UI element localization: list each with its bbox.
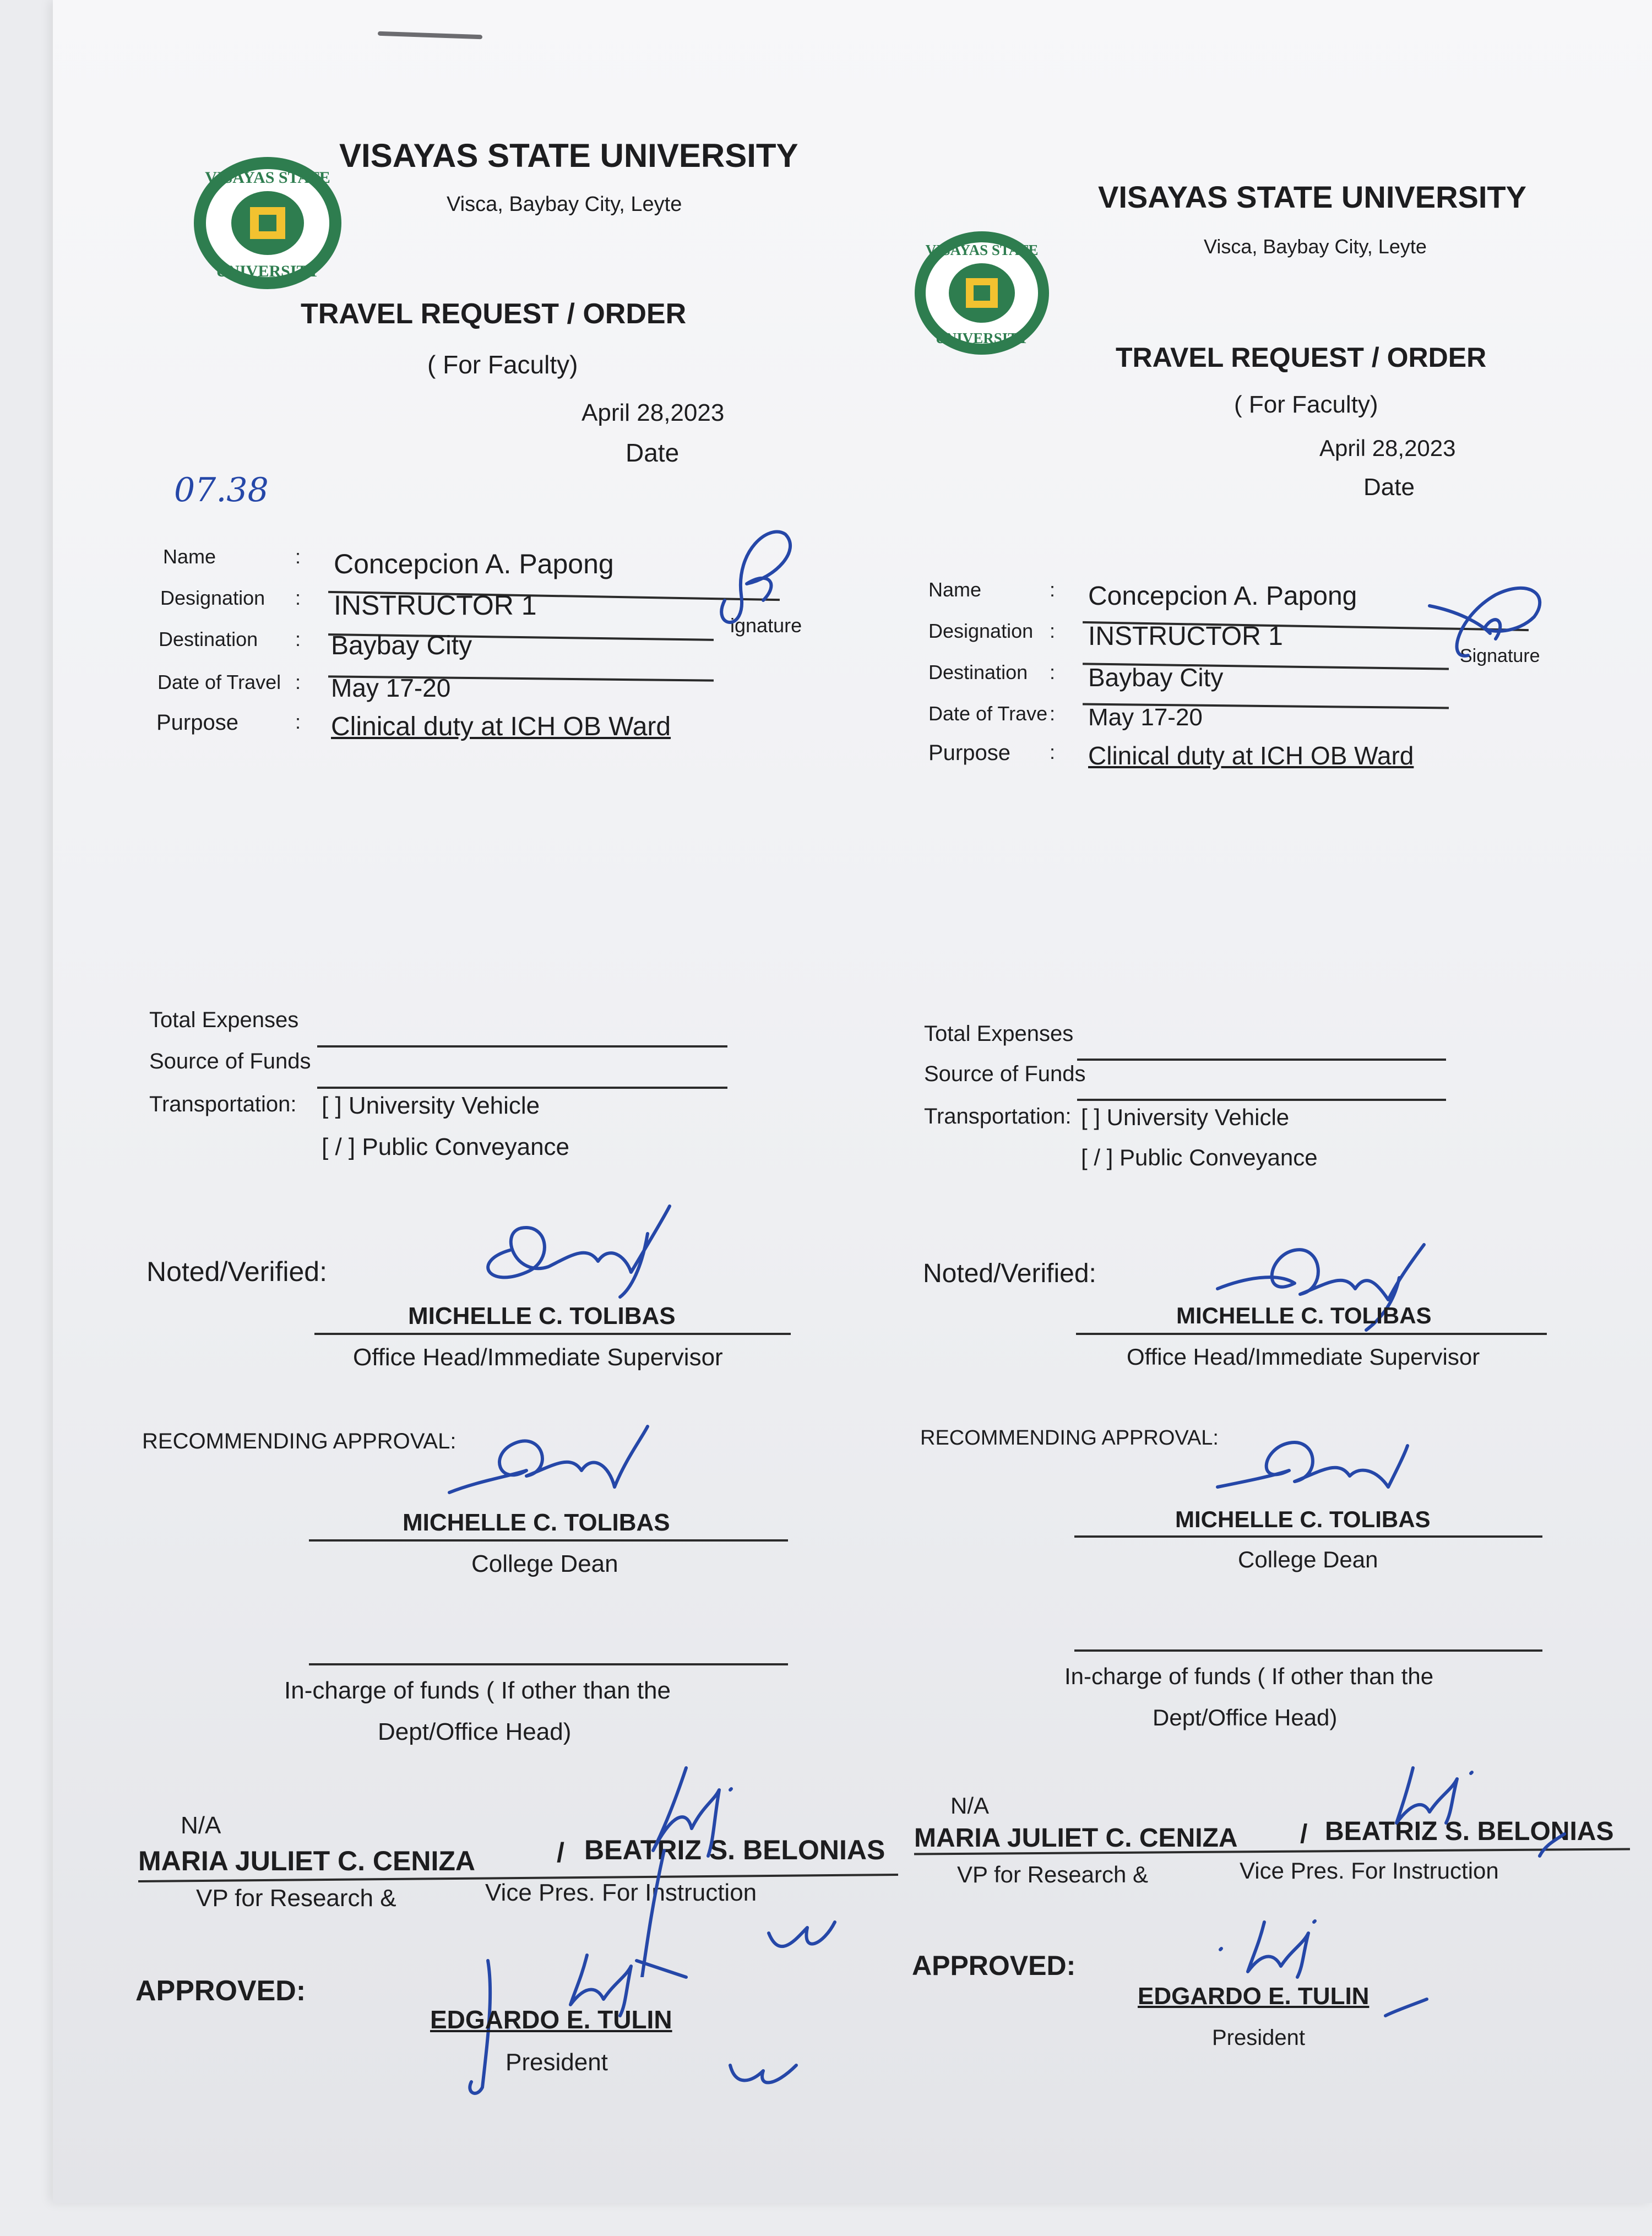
destination-value: Baybay City <box>1088 663 1224 692</box>
recommending-line <box>309 1539 788 1542</box>
document-sheet <box>53 0 1652 2203</box>
date-of-travel-label: Date of Trave <box>928 702 1048 725</box>
colon: : <box>1050 661 1056 683</box>
university-seal <box>912 229 1052 358</box>
purpose-label: Purpose <box>928 741 1010 765</box>
designation-label: Designation <box>928 620 1034 642</box>
vp1-name: MARIA JULIET C. CENIZA <box>138 1846 476 1876</box>
date-of-travel-value: May 17-20 <box>1088 704 1203 731</box>
vp-slash: / <box>557 1837 564 1868</box>
noted-verified-label: Noted/Verified: <box>923 1259 1096 1288</box>
purpose-value: Clinical duty at ICH OB Ward <box>331 712 671 741</box>
name-label: Name <box>163 545 216 568</box>
public-conveyance-option: [ / ] Public Conveyance <box>322 1133 570 1160</box>
date-of-travel-value: May 17-20 <box>331 674 451 702</box>
total-expenses-label: Total Expenses <box>149 1008 299 1032</box>
vp1-role: VP for Research & <box>957 1861 1149 1887</box>
vp1-name: MARIA JULIET C. CENIZA <box>914 1823 1238 1853</box>
destination-label: Destination <box>928 661 1028 683</box>
vp2-name: BEATRIZ S. BELONIAS <box>584 1835 885 1865</box>
approved-name: EDGARDO E. TULIN <box>430 2005 672 2034</box>
noted-line <box>1076 1333 1547 1335</box>
form-title: TRAVEL REQUEST / ORDER <box>1116 342 1487 373</box>
recommending-approval-label: RECOMMENDING APPROVAL: <box>142 1429 457 1453</box>
funds-line-2: Dept/Office Head) <box>378 1718 572 1745</box>
date-of-travel-label: Date of Travel <box>157 671 281 693</box>
vp2-role: Vice Pres. For Instruction <box>485 1879 757 1906</box>
approved-role: President <box>506 2049 608 2076</box>
funds-line-1: In-charge of funds ( If other than the <box>284 1677 671 1704</box>
source-of-funds-label: Source of Funds <box>149 1049 311 1073</box>
seal-bottom-text: UNIVERSITY <box>935 330 1029 346</box>
public-conveyance-option: [ / ] Public Conveyance <box>1081 1144 1318 1170</box>
requester-signature <box>708 518 802 639</box>
recommending-signature <box>444 1421 653 1509</box>
destination-value: Baybay City <box>331 631 472 660</box>
name-label: Name <box>928 578 982 601</box>
name-value: Concepcion A. Papong <box>334 549 614 579</box>
vp2-signature <box>1380 1751 1567 1867</box>
handwritten-note: 07.38 <box>174 471 269 509</box>
date-label: Date <box>1363 474 1415 501</box>
university-vehicle-option: [ ] University Vehicle <box>322 1092 540 1119</box>
vp2-name: BEATRIZ S. BELONIAS <box>1325 1817 1614 1846</box>
travel-form-right <box>912 33 1652 2236</box>
funds-line-1: In-charge of funds ( If other than the <box>1064 1663 1434 1689</box>
purpose-value: Clinical duty at ICH OB Ward <box>1088 741 1414 770</box>
noted-name: MICHELLE C. TOLIBAS <box>408 1302 676 1329</box>
date-value: April 28,2023 <box>1319 435 1456 461</box>
date-value: April 28,2023 <box>582 399 725 426</box>
source-of-funds-line <box>1077 1099 1446 1101</box>
recommending-line <box>1074 1535 1542 1538</box>
colon: : <box>1050 702 1056 725</box>
noted-name: MICHELLE C. TOLIBAS <box>1176 1302 1432 1328</box>
recommending-role: College Dean <box>471 1550 618 1577</box>
signature-label: ignature <box>730 614 802 637</box>
seal-top-text: VISAYAS STATE <box>205 169 330 187</box>
transportation-label: Transportation: <box>924 1104 1072 1128</box>
university-name: VISAYAS STATE UNIVERSITY <box>339 137 798 174</box>
vp1-role: VP for Research & <box>196 1885 396 1912</box>
seal-top-text: VISAYAS STATE <box>925 242 1039 258</box>
signature-label: Signature <box>1460 645 1540 666</box>
form-title: TRAVEL REQUEST / ORDER <box>301 298 687 330</box>
designation-value: INSTRUCTOR 1 <box>334 590 537 621</box>
vp2-role: Vice Pres. For Instruction <box>1240 1858 1499 1884</box>
total-expenses-label: Total Expenses <box>924 1022 1074 1046</box>
colon: : <box>1050 620 1056 642</box>
funds-line <box>309 1663 788 1665</box>
approved-role: President <box>1212 2026 1305 2050</box>
university-address: Visca, Baybay City, Leyte <box>447 193 682 216</box>
approved-label: APPROVED: <box>135 1975 306 2007</box>
source-of-funds-line <box>317 1087 727 1089</box>
noted-role: Office Head/Immediate Supervisor <box>353 1344 723 1371</box>
destination-label: Destination <box>159 628 258 650</box>
requester-signature <box>1424 562 1551 666</box>
travel-form-left <box>135 0 928 2203</box>
colon: : <box>295 545 301 568</box>
designation-value: INSTRUCTOR 1 <box>1088 622 1283 651</box>
colon: : <box>295 671 301 693</box>
university-name: VISAYAS STATE UNIVERSITY <box>1098 180 1526 214</box>
recommending-name: MICHELLE C. TOLIBAS <box>1175 1506 1431 1532</box>
university-seal <box>191 154 345 292</box>
noted-line <box>314 1333 791 1335</box>
recommending-name: MICHELLE C. TOLIBAS <box>403 1509 670 1536</box>
colon: : <box>295 710 301 733</box>
recommending-signature <box>1212 1432 1410 1515</box>
name-value: Concepcion A. Papong <box>1088 582 1357 611</box>
form-subtitle: ( For Faculty) <box>427 350 578 379</box>
colon: : <box>295 628 301 650</box>
recommending-role: College Dean <box>1238 1546 1378 1572</box>
vp-na: N/A <box>181 1812 221 1839</box>
designation-label: Designation <box>160 587 265 609</box>
total-expenses-line <box>317 1045 727 1048</box>
recommending-approval-label: RECOMMENDING APPROVAL: <box>920 1426 1219 1450</box>
source-of-funds-label: Source of Funds <box>924 1062 1086 1086</box>
university-vehicle-option: [ ] University Vehicle <box>1081 1104 1290 1130</box>
colon: : <box>1050 578 1056 601</box>
colon: : <box>295 587 301 609</box>
colon: : <box>1050 741 1056 763</box>
funds-line-2: Dept/Office Head) <box>1153 1705 1338 1730</box>
vp-slash: / <box>1300 1820 1308 1849</box>
form-subtitle: ( For Faculty) <box>1234 391 1378 418</box>
total-expenses-line <box>1077 1059 1446 1061</box>
noted-signature <box>466 1201 675 1300</box>
date-label: Date <box>626 438 680 467</box>
transportation-label: Transportation: <box>149 1092 297 1116</box>
purpose-label: Purpose <box>156 710 238 735</box>
noted-role: Office Head/Immediate Supervisor <box>1127 1344 1480 1370</box>
approved-label: APPROVED: <box>912 1950 1076 1981</box>
vp-na: N/A <box>950 1793 990 1819</box>
funds-line <box>1074 1649 1542 1652</box>
university-address: Visca, Baybay City, Leyte <box>1204 235 1427 258</box>
noted-verified-label: Noted/Verified: <box>146 1256 327 1287</box>
approved-name: EDGARDO E. TULIN <box>1138 1983 1370 2010</box>
seal-bottom-text: UNIVERSITY <box>215 262 320 280</box>
